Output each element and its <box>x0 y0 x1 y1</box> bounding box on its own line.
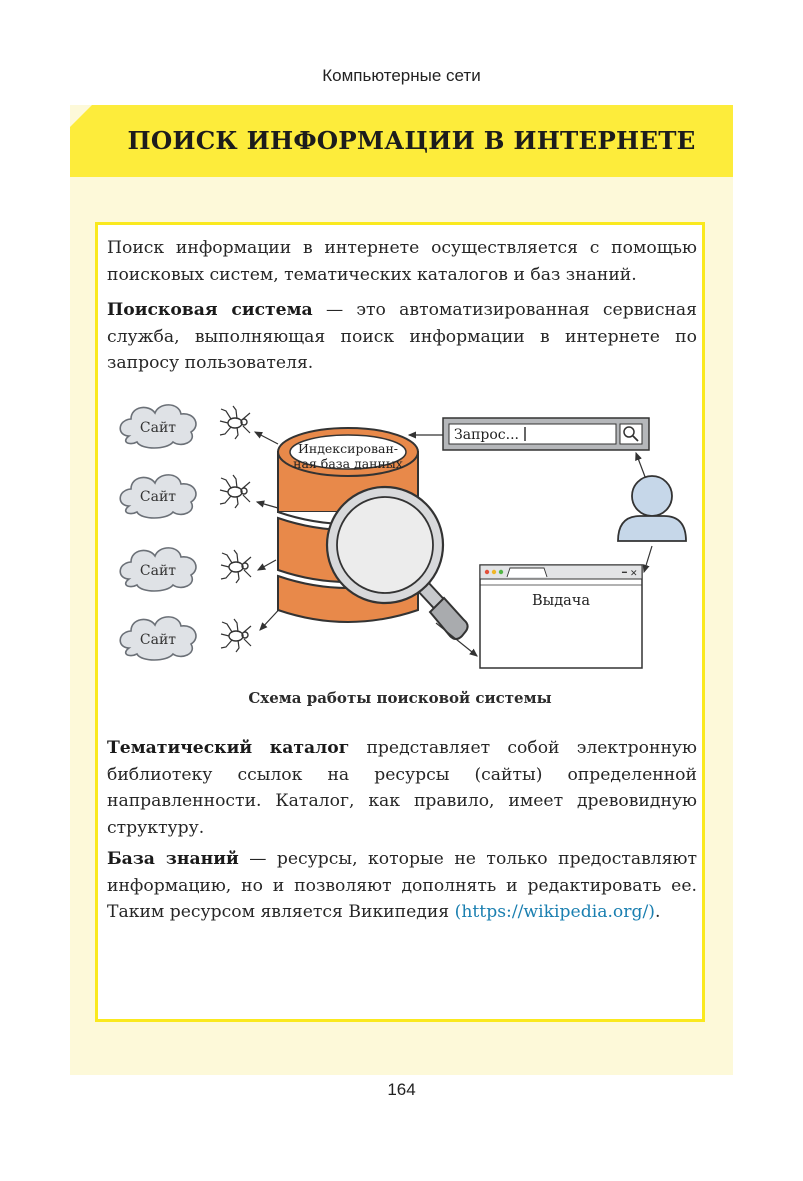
search-engine-term: Поисковая система <box>107 300 313 321</box>
svg-text:Сайт: Сайт <box>139 489 177 505</box>
site-cloud-3 <box>120 548 196 591</box>
svg-text:━: ━ <box>622 568 627 577</box>
catalog-paragraph <box>107 735 697 841</box>
knowledge-base-paragraph <box>107 846 697 926</box>
crawler-spider-icon <box>220 475 250 508</box>
catalog-definition: представляет собой электронную библиотеку ссылок на ресурсы (сайты) определенной направленности. Каталог, как правило, имеет древовидную структуру. <box>107 738 698 838</box>
crawler-spider-icon <box>221 550 251 583</box>
catalog-term: Тематический каталог <box>107 738 350 759</box>
svg-text:✕: ✕ <box>630 569 638 579</box>
svg-text:Запрос...: Запрос... <box>454 427 519 443</box>
page-number: 164 <box>387 1080 416 1099</box>
knowledge-base-term: База знаний <box>107 849 239 870</box>
query-search-box <box>443 418 649 450</box>
search-engine-paragraph <box>107 297 697 377</box>
intro-text: Поиск информации в интернете осуществляется с помощью поисковых систем, тематических каталогов и баз знаний. <box>107 238 697 285</box>
page-title: ПОИСК ИНФОРМАЦИИ В ИНТЕРНЕТЕ <box>127 126 696 155</box>
svg-text:ная база данных: ная база данных <box>293 456 403 471</box>
svg-text:Сайт: Сайт <box>139 563 177 579</box>
crawler-spider-icon <box>221 619 251 652</box>
arrow <box>255 432 278 444</box>
knowledge-base-definition: — ресурсы, которые не только предоставляют информацию, но и позволяют дополнять и редактировать ее. Таким ресурсом является Википедия <box>107 849 697 923</box>
svg-text:Выдача: Выдача <box>532 593 590 609</box>
svg-text:Сайт: Сайт <box>139 420 177 436</box>
wikipedia-link[interactable]: (https://wikipedia.org/) <box>454 902 655 923</box>
search-engine-definition: — это автоматизированная сервисная служба, выполняющая поиск информации в интернете по запросу пользователя. <box>107 300 698 374</box>
arrow <box>258 560 276 570</box>
site-cloud-1 <box>120 405 196 448</box>
arrow <box>644 546 652 572</box>
arrow <box>257 502 278 508</box>
search-engine-diagram <box>100 390 700 685</box>
intro-paragraph <box>107 235 697 288</box>
site-cloud-4 <box>120 617 196 660</box>
svg-text:Индексирован-: Индексирован- <box>297 441 399 456</box>
site-cloud-2 <box>120 475 196 518</box>
svg-text:Сайт: Сайт <box>139 632 177 648</box>
diagram-caption: Схема работы поисковой системы <box>248 689 552 707</box>
results-window <box>480 565 642 668</box>
user-icon <box>618 476 686 541</box>
running-title: Компьютерные сети <box>322 66 481 85</box>
knowledge-base-end: . <box>654 902 661 923</box>
crawler-spider-icon <box>220 406 250 439</box>
